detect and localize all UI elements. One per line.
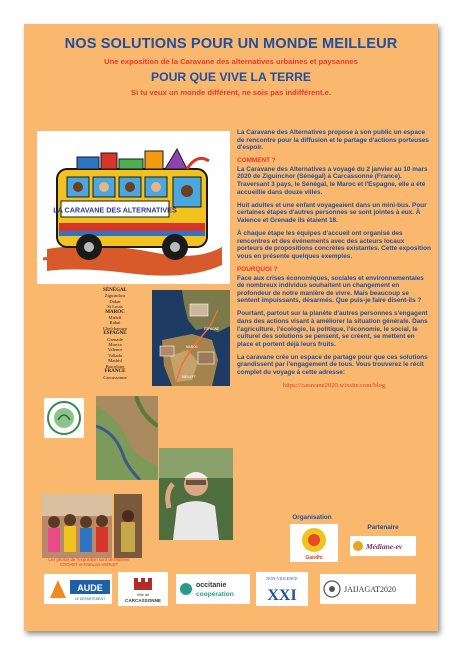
place-item: Valence (107, 347, 123, 353)
place-item: Ziguinchor (104, 293, 126, 299)
bus-illustration (37, 131, 230, 284)
poster (24, 24, 438, 631)
poster-title-2: POUR QUE VIVE LA TERRE (150, 70, 312, 84)
mediane-logo (350, 536, 416, 556)
closing-paragraph: La caravane crée un espace de partage pour que ces solutions grandissent par l'engagement de tous. Vous trouverez le récit complet du voyage à cette adresse: (237, 353, 428, 377)
place-item: Barcelone (105, 363, 125, 369)
route-map (152, 290, 230, 386)
occitanie-text: occitanie (196, 582, 227, 589)
comment-paragraph-2: Huit adultes et une enfant voyageaient dans un mini-bus. Pour certaines étapes d'autres personnes se sont jointes à eux. À Valence et Grenade ils étaient 18. (237, 201, 427, 224)
pourquoi-paragraph-1: Face aux crises économiques, sociales et environnementales de nombreux individus souhaitent un changement en profondeur de notre manière de vivre. Mais beaucoup se sentent impuissants, désarmés. Que puis-je faire disent-ils ? (237, 274, 424, 305)
small-image (114, 494, 142, 558)
carcassonne-top-text: Ville de (136, 593, 150, 597)
jaijagat-logo (320, 574, 416, 604)
place-item: Dakar (109, 298, 121, 304)
gandhi-logo (290, 524, 338, 562)
intro-paragraph: La Caravane des Alternatives propose à son public un espace de rencontre pour la diffusion et le partage d'actions porteuses d'espoir. (237, 129, 429, 152)
map-image (152, 290, 230, 386)
aude-sub-text: LE DÉPARTEMENT (74, 597, 106, 601)
speaker-photo (159, 448, 233, 540)
carcassonne-text: CARCASSONNE (125, 598, 161, 603)
map-label-mirleft: MIRLEFT (182, 375, 196, 379)
pourquoi-heading: POURQUOI ? (237, 265, 278, 273)
place-item: St Louis (107, 304, 123, 310)
bus-drawing (37, 131, 230, 284)
aude-logo (44, 574, 112, 604)
organisation-label: Organisation (292, 514, 332, 521)
place-item: Carcassonne (103, 374, 127, 380)
body-text (237, 129, 431, 395)
place-item: MAROC (105, 309, 125, 315)
blog-link[interactable]: https://caravane2020.wixsite.com/blog (282, 382, 386, 390)
carcassonne-logo-image (118, 572, 168, 606)
place-item: Grenade (107, 336, 123, 342)
bus-banner: LA CARAVANE DES ALTERNATIVES (53, 205, 177, 215)
place-item: ESPAGNE (103, 331, 127, 337)
place-item: Chefchaouen (102, 325, 128, 331)
photo-credit: Les photos de l'exposition sont de Marlène COCHET et François VERLET (48, 557, 130, 568)
place-item: SÉNÉGAL (103, 288, 127, 293)
aude-text: AUDE (77, 583, 103, 593)
children-photo (42, 494, 112, 558)
poster-subtitle: Une exposition de la Caravane des alternatives urbaines et paysannes (104, 57, 358, 66)
comment-heading: COMMENT ? (237, 157, 276, 165)
pourquoi-paragraph-2: Pourtant, partout sur la planète d'autres personnes s'engagent dans des actions visant à améliorer la situation générale. Dans l'agriculture, l'écologie, la politique, l'économie, le social, le culturel des solutions se pensent, se créent, se mettent en place et portent déjà leurs fruits. (237, 310, 428, 348)
xxi-text: XXI (267, 587, 297, 604)
nonviolence-text: NON-VIOLENCE (266, 576, 298, 581)
nonviolence-logo-image (256, 572, 308, 606)
place-item: Rabat (109, 320, 121, 326)
mediane-logo-text: Médiane-ev (366, 542, 403, 551)
poster-title: NOS SOLUTIONS POUR UN MONDE MEILLEUR (64, 36, 398, 52)
place-item: Murcia (108, 342, 122, 348)
aude-logo-image (44, 574, 112, 604)
comment-paragraph-3: À chaque étape les équipes d'accueil ont organisé des rencontres et des événements avec des acteurs locaux porteurs de propositions concrètes existantes. Cette exposition vous en présente quelques exemples. (237, 230, 431, 260)
landscape-image (96, 396, 158, 480)
gandhi-logo-text: Gandhi (305, 555, 323, 561)
map-label-espagne: ESPAGNE (204, 327, 220, 331)
places-list (79, 288, 151, 380)
comment-paragraph-1: La Caravane des Alternatives a voyagé du 2 janvier au 10 mars 2020 de Ziguinchor (Sénégal) à Carcassonne (France). Traversant 3 pays, le Sénégal, le Maroc et l'Espagne, elle a été accueillie dans douze villes. (237, 165, 428, 196)
mediane-logo-image (350, 536, 416, 556)
circular-logo (44, 398, 84, 438)
nonviolence-logo (256, 572, 308, 606)
small-photo (114, 494, 142, 558)
landscape-photo (96, 396, 158, 480)
poster-tagline: Si tu veux un monde différent, ne sois pas indifférent.e. (131, 88, 331, 97)
partenaire-label: Partenaire (367, 524, 399, 531)
jaijagat-text: JAIJAGAT2020 (344, 585, 396, 594)
children-image (42, 494, 112, 558)
occitanie-logo (176, 574, 250, 604)
map-label-maroc: MAROC (186, 345, 198, 349)
green-seal-image (44, 398, 84, 438)
place-item: Vallada (108, 352, 122, 358)
place-item: FRANCE (104, 369, 126, 375)
gandhi-logo-image (290, 524, 338, 562)
speaker-image (159, 448, 233, 540)
place-item: Mirleft (108, 315, 122, 321)
carcassonne-logo (118, 572, 168, 606)
place-item: Madrid (108, 358, 122, 364)
occitanie-logo-image (176, 574, 250, 604)
jaijagat-logo-image (320, 574, 416, 604)
occitanie-sub-text: coopération (196, 591, 234, 598)
